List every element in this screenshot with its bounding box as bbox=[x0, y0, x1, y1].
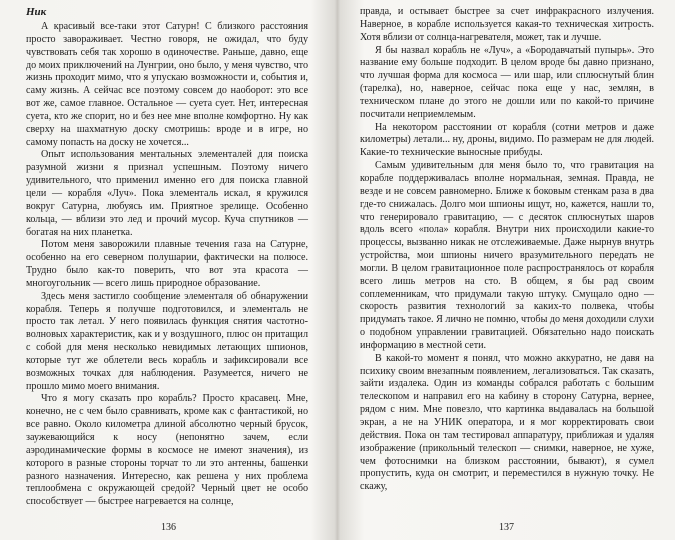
left-text-column bbox=[26, 6, 308, 509]
paragraph: Что я могу сказать про корабль? Просто красавец. Мне, конечно, не с чем было сравнивать, кроме как с фантастикой, но все равно. Около километра длиной абсолютно черный брусок, заужевающийся к носу (непонятно зачем, если аэродинамические формы в космосе не имеют значения), из которого в разные стороны торчат то ли это антенны, башенки разного назначения. Интересно, как решена у них проблема теплообмена с окружающей средой? Черный цвет не особо способствует — быстрее нагревается на солнце, bbox=[26, 393, 308, 508]
paragraph: В какой-то момент я понял, что можно аккуратно, не давя на психику своим внезапным появлением, легализоваться. Так сказать, зайти издалека. Один из команды собрался работать с большим телескопом и направил его на кабину в сторону Сатурна, вернее, рядом с ним. Мне повезло, что картинка выдавалась на большой экран, а не на УНИК оператора, и я мог корректировать свои действия. Пока он там тестировал аппаратуру, приближая и удаляя изображение (прикольный телескоп — снимки, наверное, не хуже, чем фотоснимки на близком расстоянии, бывают), я сумел пропустить, куда он смотрит, и переместился в нужную точку. Не скажу, bbox=[360, 352, 654, 493]
paragraph: правда, и остывает быстрее за счет инфракрасного излучения. Наверное, в корабле используется какая-то техническая хитрость. Хотя вблизи от солнца-нагревателя, может, так и лучше. bbox=[360, 6, 654, 43]
paragraph: Потом меня заворожили плавные течения газа на Сатурне, особенно на его северном полушарии, фактически на полюсе. Трудно было как-то поверить, что вот эта красота — многоугольник — всего лишь природное образование. bbox=[26, 239, 308, 289]
paragraph: Здесь меня застигло сообщение элементаля об обнаружении корабля. Теперь я получше подготовился, и элементаль не просто так летал. У него появилась функция снятия частотно-волновых характеристик, как и у воздушного, плюс он притащил с собой для меня несколько невидимых летающих шпионов, которые тут же облетели весь корабль и зафиксировали все возможных точках для наблюдения. Разумеется, ничего не прошло мимо моего внимания. bbox=[26, 290, 308, 392]
section-title: Ник bbox=[26, 6, 47, 18]
paragraph: На некотором расстоянии от корабля (сотни метров и даже километры) летали... ну, дроны, видимо. По размерам не для людей. Какие-то технические выносные прибуды. bbox=[360, 121, 654, 159]
paragraph: А красивый все-таки этот Сатурн! С близкого расстояния просто завораживает. Честно говоря, не ожидал, что буду чувствовать себя так хорошо в одиночестве. Раньше, давно, еще до моих приключений на Лунгрии, оно было, у меня чувство, что жизнь проходит мимо, что я упускаю возможности и, события и, саму жизнь. А сейчас все поэтому совсем до наоборот: это все вот же, самое главное. Остальное — суета сует. Нет, интересная суета, кто же спорит, но и без нее мне вполне комфортно. Ну как сверху на шахматную доску смотришь: вроде и в игре, но самому попасть на доску не хочется... bbox=[26, 21, 308, 148]
right-page bbox=[338, 0, 675, 540]
paragraph: Я бы назвал корабль не «Луч», а «Бородавчатый пупырь». Это название ему больше подходит. В целом вроде бы давно признано, что лучшая форма для космоса — или шар, или сплюснутый блин (тарелка), но, наверное, сейчас пока еще у нас, землян, в техническом плане до этого не дошли или по какой-то причине посчитали неприемлемым. bbox=[360, 44, 654, 120]
paragraph: Самым удивительным для меня было то, что гравитация на корабле поддерживалась вполне нормальная, земная. Правда, не везде и не совсем равномерно. Ближе к боковым стенкам раза в два где-то снижалась. Долго мои шпионы ищут, но, кажется, нашли то, что генерировало гравитацию, — с десяток сплюснутых шаров вдоль всего «пола» корабля. Внутри них происходили какие-то процессы, вызванно никак не отслеживаемые. Даже нырнув внутрь устройства, мои шпионы ничего вразумительного передать не могли. В целом гравитационное поле распространялось от корабля всего лишь метров на сто. В общем, я бы рад своим соплеменникам, что придумали такую штуку. Смущало одно — скорость развития технологий за каких-то полвека, чтобы придумать такое. Я лично не помню, чтобы до меня доходили слухи о подобном управлении гравитацией. Обязательно надо поискать информацию в местной сети. bbox=[360, 160, 654, 351]
paragraph: Опыт использования ментальных элементалей для поиска разумной жизни я признал успешным. Поэтому ничего удивительного, что применил именно его для поиска главной цели — корабля «Луч». Пока элементаль искал, я кружился вокруг Сатурна, любуясь им. Приятное зрелище. Особенно кольца, — вблизи это лед и прочий мусор. Куча спутников — богатая на них планетка. bbox=[26, 149, 308, 238]
page-number: 136 bbox=[161, 522, 176, 533]
right-text-column bbox=[360, 6, 654, 494]
left-page bbox=[0, 0, 337, 540]
page-number: 137 bbox=[499, 522, 514, 533]
